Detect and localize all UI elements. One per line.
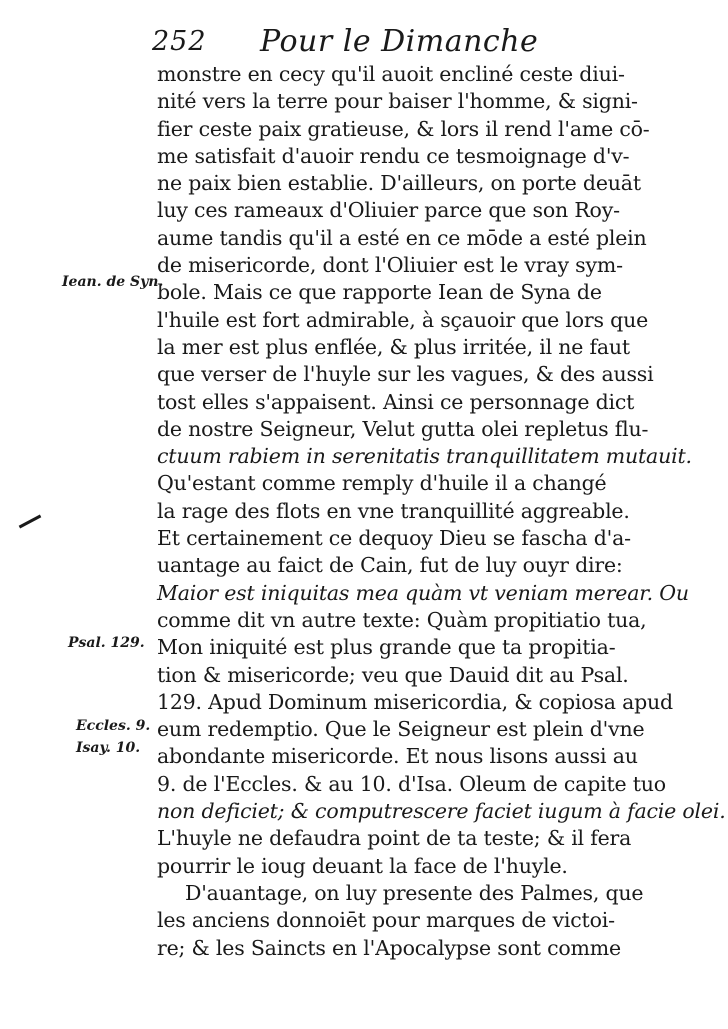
margin-note-isay: Isay. 10. [76, 740, 141, 756]
body-text [157, 61, 726, 962]
text-line: bole. Mais ce que rapporte Iean de Syna de [157, 280, 602, 305]
margin-note-psal: Psal. 129. [68, 635, 145, 651]
text-line: D'auantage, on luy presente des Palmes, que [185, 880, 644, 905]
text-line: de nostre Seigneur, Velut gutta olei repletus flu- [157, 416, 649, 441]
text-line: me satisfait d'auoir rendu ce tesmoignage d'v- [157, 143, 630, 168]
text-line: Qu'estant comme remply d'huile il a changé [157, 471, 607, 496]
text-line: nité vers la terre pour baiser l'homme, & signi- [157, 89, 638, 114]
text-line: Maior est iniquitas mea quàm vt veniam merear. Ou [157, 580, 689, 605]
text-line: que verser de l'huyle sur les vagues, & des aussi [157, 362, 654, 387]
ink-mark [19, 515, 42, 529]
text-line: fier ceste paix gratieuse, & lors il rend l'ame cō- [157, 116, 650, 141]
text-line: l'huile est fort admirable, à sçauoir que lors que [157, 307, 648, 332]
text-line: tost elles s'appaisent. Ainsi ce personnage dict [157, 389, 635, 414]
text-line: la rage des flots en vne tranquillité aggreable. [157, 498, 630, 523]
text-line: abondante misericorde. Et nous lisons aussi au [157, 744, 638, 769]
text-line: non deficiet; & computrescere faciet iugum à facie olei. [157, 799, 726, 824]
text-line: comme dit vn autre texte: Quàm propitiatio tua, [157, 607, 647, 632]
text-line: 129. Apud Dominum misericordia, & copiosa apud [157, 689, 673, 714]
text-line: pourrir le ioug deuant la face de l'huyle. [157, 853, 568, 878]
text-line: les anciens donnoiēt pour marques de victoi- [157, 908, 615, 933]
text-line: monstre en cecy qu'il auoit encliné ceste diui- [157, 62, 625, 86]
page-header [152, 18, 592, 64]
text-line: 9. de l'Eccles. & au 10. d'Isa. Oleum de capite tuo [157, 771, 666, 796]
text-line: uantage au faict de Cain, fut de luy ouyr dire: [157, 553, 623, 578]
text-line: ctuum rabiem in serenitatis tranquillitatem mutauit. [157, 444, 692, 469]
margin-note-eccles: Eccles. 9. [76, 718, 151, 734]
text-line: la mer est plus enflée, & plus irritée, il ne faut [157, 334, 630, 359]
margin-note-iean-de-syn: Iean. de Syn. [62, 274, 164, 290]
text-line: Mon iniquité est plus grande que ta propitia- [157, 635, 616, 660]
text-line: Et certainement ce dequoy Dieu se fascha d'a- [157, 526, 631, 551]
running-head: Pour le Dimanche [260, 24, 539, 59]
text-line: luy ces rameaux d'Oliuier parce que son Roy- [157, 198, 620, 223]
text-line: re; & les Saincts en l'Apocalypse sont comme [157, 935, 621, 960]
text-line: aume tandis qu'il a esté en ce mōde a esté plein [157, 225, 647, 250]
page-number: 252 [152, 26, 207, 57]
text-line: de misericorde, dont l'Oliuier est le vray sym- [157, 253, 623, 278]
text-line: eum redemptio. Que le Seigneur est plein d'vne [157, 717, 645, 742]
text-line: ne paix bien establie. D'ailleurs, on porte deuāt [157, 171, 641, 196]
text-line: tion & misericorde; veu que Dauid dit au Psal. [157, 662, 629, 687]
text-line: L'huyle ne defaudra point de ta teste; & il fera [157, 826, 632, 851]
